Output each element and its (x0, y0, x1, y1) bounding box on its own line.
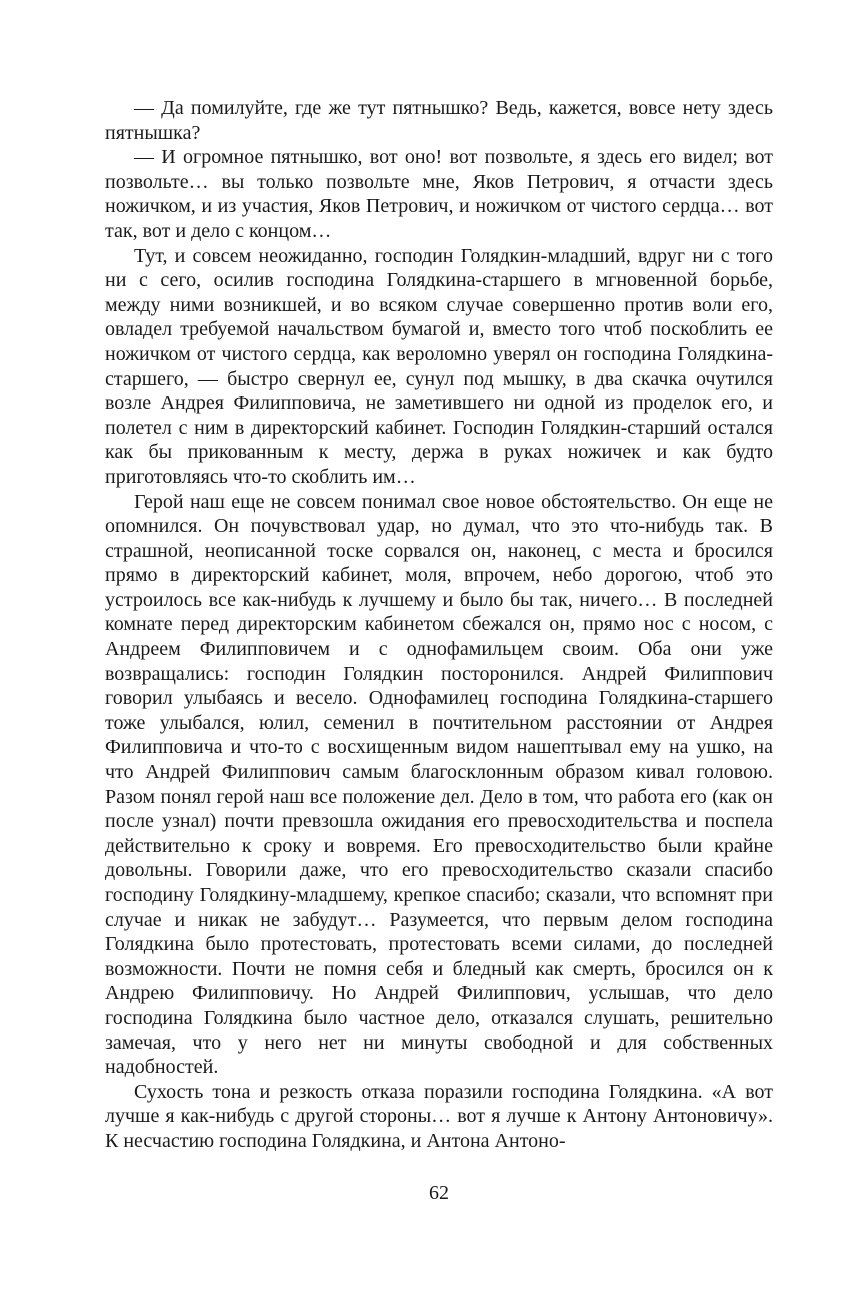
paragraph-3: Тут, и совсем неожиданно, господин Голядкин-младший, вдруг ни с того ни с сего, осилив господина Голядкина-старшего в мгновенной борьбе, между ними возникшей, и во всяком случае совершенно против воли его, овладел требуемой начальством бумагой и, вместо того чтоб поскоблить ее ножичком от чистого сердца, как вероломно уверял он господина Голядкина-старшего, — быстро свернул ее, сунул под мышку, в два скачка очутился возле Андрея Филипповича, не заметившего ни одной из проделок его, и полетел с ним в директорский кабинет. Господин Голядкин-старший остался как бы прикованным к месту, держа в руках ножичек и как будто приготовляясь что-то скоблить им… (105, 244, 773, 488)
page-text (105, 96, 773, 1154)
page-number: 62 (429, 1182, 449, 1204)
paragraph-5: Сухость тона и резкость отказа поразили господина Голядкина. «А вот лучше я как-нибудь с другой стороны… вот я лучше к Антону Антоновичу». К несчастию господина Голядкина, и Антона Антоно- (105, 1080, 773, 1152)
book-page (105, 96, 773, 1296)
paragraph-4: Герой наш еще не совсем понимал свое новое обстоятельство. Он еще не опомнился. Он почувствовал удар, но думал, что это что-нибудь так. В страшной, неописанной тоске сорвался он, наконец, с места и бросился прямо в директорский кабинет, моля, впрочем, небо дорогою, чтоб это устроилось все как-нибудь к лучшему и было бы так, ничего… В последней комнате перед директорским кабинетом сбежался он, прямо нос с носом, с Андреем Филипповичем и с однофамильцем своим. Оба они уже возвращались: господин Голядкин посторонился. Андрей Филиппович говорил улыбаясь и весело. Однофамилец господина Голядкина-старшего тоже улыбался, юлил, семенил в почтительном расстоянии от Андрея Филипповича и что-то с восхищенным видом нашептывал ему на ушко, на что Андрей Филиппович самым благосклонным образом кивал головою. Разом понял герой наш все положение дел. Дело в том, что работа его (как он после узнал) почти превзошла ожидания его превосходительства и поспела действительно к сроку и вовремя. Его превосходительство были крайне довольны. Говорили даже, что его превосходительство сказали спасибо господину Голядкину-младшему, крепкое спасибо; сказали, что вспомнят при случае и никак не забудут… Разумеется, что первым делом господина Голядкина было протестовать, протестовать всеми силами, до последней возможности. Почти не помня себя и бледный как смерть, бросился он к Андрею Филипповичу. Но Андрей Филиппович, услышав, что дело господина Голядкина было частное дело, отказался слушать, решительно замечая, что у него нет ни минуты свободной и для собственных надобностей. (105, 490, 773, 1079)
paragraph-2: — И огромное пятнышко, вот оно! вот позвольте, я здесь его видел; вот позвольте… вы только позвольте мне, Яков Петрович, я отчасти здесь ножичком, и из участия, Яков Петрович, и ножичком от чистого сердца… вот так, вот и дело с концом… (105, 146, 773, 242)
paragraph-1: — Да помилуйте, где же тут пятнышко? Ведь, кажется, вовсе нету здесь пятнышка? (105, 97, 773, 144)
